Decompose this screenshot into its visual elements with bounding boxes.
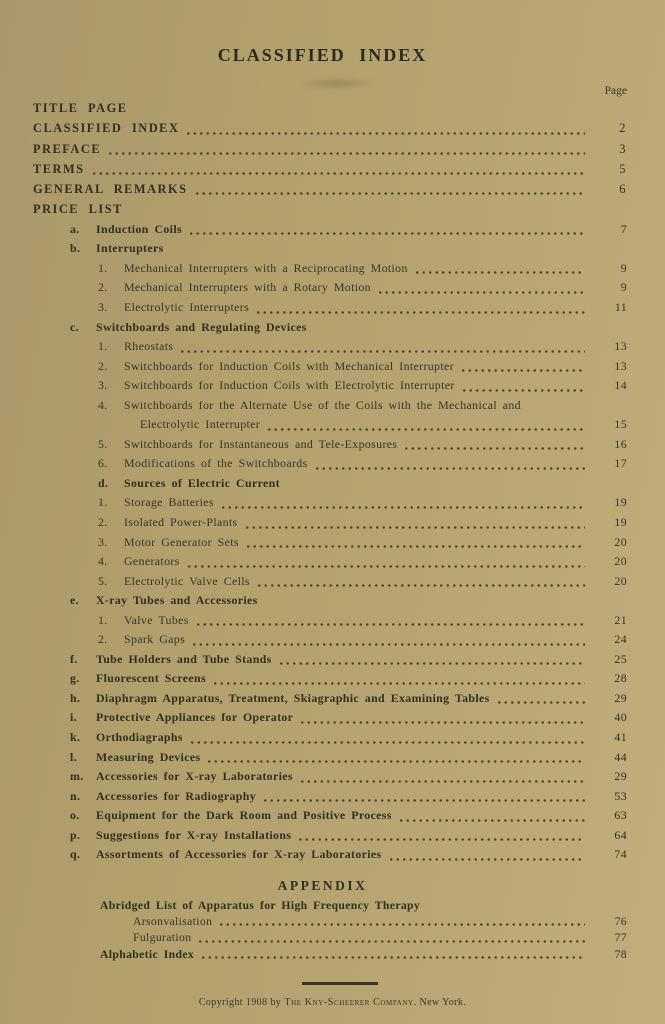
page-number: 24 bbox=[614, 632, 627, 647]
page-number: 64 bbox=[614, 827, 627, 842]
item-number: 6. bbox=[98, 456, 108, 471]
page-number: 3 bbox=[619, 141, 627, 156]
dot-leader bbox=[297, 826, 585, 846]
page-number bbox=[593, 199, 627, 219]
page-number bbox=[593, 474, 627, 494]
footer-rule bbox=[302, 982, 378, 985]
item-number: 1. bbox=[98, 612, 108, 627]
dot-leader bbox=[245, 533, 585, 553]
page-number: 6 bbox=[619, 182, 627, 197]
toc-row bbox=[0, 708, 665, 728]
item-label: Rheostats bbox=[124, 339, 174, 354]
page-number: 25 bbox=[614, 651, 627, 666]
page-number: 20 bbox=[614, 573, 627, 588]
toc-row bbox=[0, 787, 665, 807]
toc-row bbox=[0, 806, 665, 826]
item-label: Switchboards for Induction Coils with Electrolytic Interrupter bbox=[124, 378, 455, 393]
item-label: Accessories for Radiography bbox=[96, 788, 257, 803]
page-number: 77 bbox=[614, 931, 627, 945]
toc-row bbox=[0, 396, 665, 416]
item-label: Spark Gaps bbox=[124, 632, 186, 647]
toc-row bbox=[0, 947, 665, 963]
toc-row bbox=[0, 454, 665, 474]
item-label: Mechanical Interrupters with a Rotary Motion bbox=[124, 280, 371, 295]
item-label: Switchboards for the Alternate Use of the Coils with the Mechanical and bbox=[124, 397, 521, 412]
page-number: 53 bbox=[614, 788, 627, 803]
item-letter: a. bbox=[70, 221, 80, 236]
page-number: 16 bbox=[614, 436, 627, 451]
toc-front-matter bbox=[0, 98, 665, 220]
leader-spacer bbox=[170, 239, 585, 259]
item-letter: m. bbox=[70, 769, 84, 784]
toc-row bbox=[0, 728, 665, 748]
item-label: Accessories for X-ray Laboratories bbox=[96, 769, 293, 784]
item-number: 3. bbox=[98, 534, 108, 549]
toc-row bbox=[0, 318, 665, 338]
page-number: 41 bbox=[614, 730, 627, 744]
copyright-company: The Kny-Scheerer Company bbox=[284, 996, 414, 1008]
dot-leader bbox=[206, 748, 585, 768]
toc-row bbox=[0, 98, 627, 118]
toc-row bbox=[0, 630, 665, 650]
dot-leader bbox=[314, 454, 585, 474]
toc-row bbox=[0, 493, 665, 513]
item-label: Protective Appliances for Operator bbox=[96, 710, 294, 725]
toc-row bbox=[0, 591, 665, 611]
item-number: 2. bbox=[98, 514, 108, 529]
page-number bbox=[593, 239, 627, 259]
dot-leader bbox=[460, 357, 585, 377]
item-number: 5. bbox=[98, 436, 108, 451]
copyright-prefix: Copyright 1908 by bbox=[198, 996, 282, 1008]
dot-leader bbox=[191, 630, 585, 650]
dot-leader bbox=[266, 415, 585, 435]
copyright-line bbox=[0, 996, 665, 1009]
item-label: Switchboards and Regulating Devices bbox=[96, 319, 307, 334]
toc-row bbox=[0, 474, 665, 494]
page-number: 13 bbox=[614, 358, 627, 373]
dot-leader bbox=[220, 493, 585, 513]
toc-row bbox=[0, 220, 665, 240]
toc-row bbox=[0, 139, 627, 159]
item-label: Tube Holders and Tube Stands bbox=[96, 651, 272, 666]
page-number bbox=[593, 591, 627, 611]
item-label: Fluorescent Screens bbox=[96, 671, 206, 686]
item-number: 5. bbox=[98, 573, 108, 588]
item-letter: d. bbox=[98, 475, 109, 490]
page-number: 14 bbox=[614, 378, 627, 393]
item-label: Assortments of Accessories for X-ray Laboratories bbox=[96, 847, 382, 862]
page-number: 5 bbox=[619, 161, 627, 176]
dot-leader bbox=[388, 845, 585, 865]
toc-row bbox=[0, 669, 665, 689]
page-number bbox=[593, 396, 627, 416]
page-number: 11 bbox=[614, 299, 627, 314]
dot-leader bbox=[461, 376, 585, 396]
dot-leader bbox=[255, 298, 585, 318]
item-label: Switchboards for Instantaneous and Tele-Exposures bbox=[124, 436, 398, 451]
toc-row bbox=[0, 239, 665, 259]
toc-row bbox=[0, 914, 665, 930]
toc-row bbox=[0, 767, 665, 787]
toc-row bbox=[0, 298, 665, 318]
leader-spacer bbox=[527, 396, 585, 416]
dot-leader bbox=[91, 159, 585, 179]
page-column-header: Page bbox=[604, 85, 627, 97]
item-label: Orthodiagraphs bbox=[96, 730, 183, 744]
item-number: 4. bbox=[98, 397, 108, 412]
page-number: 20 bbox=[614, 534, 627, 549]
item-label: Measuring Devices bbox=[96, 749, 201, 764]
page-number: 29 bbox=[614, 690, 627, 705]
page-number: 9 bbox=[620, 280, 627, 295]
toc-row bbox=[0, 826, 665, 846]
leader-spacer bbox=[286, 474, 585, 494]
page-number: 19 bbox=[614, 495, 627, 510]
page-number: 63 bbox=[614, 808, 627, 823]
item-number: 1. bbox=[98, 495, 108, 510]
page-title: CLASSIFIED INDEX bbox=[217, 45, 428, 65]
item-letter: f. bbox=[70, 651, 78, 666]
item-label: PREFACE bbox=[33, 141, 102, 156]
item-letter: n. bbox=[70, 788, 81, 803]
dot-leader bbox=[194, 179, 585, 199]
item-letter: i. bbox=[70, 710, 77, 725]
toc-row bbox=[0, 435, 665, 455]
page-number: 74 bbox=[614, 847, 627, 862]
page-number: 20 bbox=[614, 554, 627, 569]
item-number: 2. bbox=[98, 280, 108, 295]
toc-row bbox=[0, 533, 665, 553]
item-number: 3. bbox=[98, 378, 108, 393]
item-label: Suggestions for X-ray Installations bbox=[96, 827, 292, 842]
toc-row bbox=[0, 552, 665, 572]
dot-leader bbox=[414, 259, 585, 279]
appendix-section bbox=[0, 898, 665, 963]
item-number: 4. bbox=[98, 554, 108, 569]
item-label: Switchboards for Induction Coils with Mechanical Interrupter bbox=[124, 358, 454, 373]
item-number: 3. bbox=[98, 299, 108, 314]
dot-leader bbox=[496, 689, 585, 709]
item-label: PRICE LIST bbox=[33, 202, 123, 217]
item-label: Induction Coils bbox=[96, 221, 182, 236]
toc-row bbox=[0, 748, 665, 768]
item-label: Isolated Power-Plants bbox=[124, 514, 238, 529]
item-label: Abridged List of Apparatus for High Frequency Therapy bbox=[100, 898, 421, 912]
dot-leader bbox=[299, 708, 585, 728]
item-number: 2. bbox=[98, 632, 108, 647]
page-number: 9 bbox=[620, 260, 627, 275]
dot-leader bbox=[299, 767, 585, 787]
item-label: Storage Batteries bbox=[124, 495, 214, 510]
dot-leader bbox=[195, 611, 585, 631]
page-number: 21 bbox=[614, 612, 627, 627]
page-number: 2 bbox=[619, 121, 627, 136]
dot-leader bbox=[403, 435, 585, 455]
item-label: Modifications of the Switchboards bbox=[124, 456, 308, 471]
dot-leader bbox=[398, 806, 585, 826]
dot-leader bbox=[107, 139, 585, 159]
dot-leader bbox=[197, 930, 585, 946]
page-number: 40 bbox=[614, 710, 627, 725]
leader-spacer bbox=[264, 591, 585, 611]
item-letter: e. bbox=[70, 593, 79, 608]
item-label: TITLE PAGE bbox=[33, 101, 128, 115]
toc-row bbox=[0, 159, 627, 179]
toc-row bbox=[0, 259, 665, 279]
toc-row bbox=[0, 179, 627, 199]
dot-leader bbox=[244, 513, 585, 533]
leader-spacer bbox=[133, 98, 585, 118]
toc-row bbox=[0, 650, 665, 670]
leader-spacer bbox=[426, 898, 585, 914]
item-label: Electrolytic Interrupters bbox=[124, 299, 250, 314]
toc-row bbox=[0, 611, 665, 631]
toc-price-list bbox=[0, 220, 665, 865]
item-number: 2. bbox=[98, 358, 108, 373]
page-number: 44 bbox=[614, 749, 627, 764]
toc-row bbox=[0, 357, 665, 377]
dot-leader bbox=[262, 787, 585, 807]
item-label: Electrolytic Interrupter bbox=[140, 417, 261, 432]
item-label: TERMS bbox=[33, 161, 85, 176]
item-label: Valve Tubes bbox=[124, 612, 189, 627]
toc-row bbox=[0, 845, 665, 865]
item-label: X-ray Tubes and Accessories bbox=[96, 593, 258, 608]
toc-row bbox=[0, 898, 665, 914]
item-label: Electrolytic Valve Cells bbox=[124, 573, 250, 588]
item-label: Diaphragm Apparatus, Treatment, Skiagraphic and Examining Tables bbox=[96, 690, 490, 705]
item-letter: h. bbox=[70, 690, 81, 705]
item-label: GENERAL REMARKS bbox=[33, 182, 188, 197]
item-letter: g. bbox=[70, 671, 80, 686]
dot-leader bbox=[186, 552, 585, 572]
page-number bbox=[593, 318, 627, 338]
item-label: Mechanical Interrupters with a Reciprocating Motion bbox=[124, 260, 408, 275]
page-number: 17 bbox=[614, 456, 627, 471]
dot-leader bbox=[188, 220, 585, 240]
page-number: 15 bbox=[614, 417, 627, 432]
dot-leader bbox=[278, 650, 585, 670]
dot-leader bbox=[200, 947, 585, 963]
toc-row bbox=[0, 337, 665, 357]
toc-row bbox=[0, 278, 665, 298]
dot-leader bbox=[218, 914, 585, 930]
toc-row bbox=[0, 513, 665, 533]
page-number: 76 bbox=[614, 915, 627, 929]
page-number: 28 bbox=[614, 671, 627, 686]
toc-row bbox=[0, 118, 627, 138]
dot-leader bbox=[256, 572, 585, 592]
item-label: Fulguration bbox=[133, 931, 192, 945]
dot-leader bbox=[377, 278, 585, 298]
item-number: 1. bbox=[98, 260, 108, 275]
appendix-title: APPENDIX bbox=[277, 877, 368, 893]
copyright-suffix: . New York. bbox=[413, 996, 467, 1008]
toc-row bbox=[0, 376, 665, 396]
toc-row bbox=[0, 930, 665, 946]
dot-leader bbox=[185, 118, 585, 138]
toc-row bbox=[0, 415, 665, 435]
leader-spacer bbox=[129, 199, 585, 219]
item-label: Arsonvalisation bbox=[133, 915, 213, 929]
page-number bbox=[593, 98, 627, 118]
item-letter: l. bbox=[70, 749, 77, 764]
page-number bbox=[593, 898, 627, 914]
item-label: Sources of Electric Current bbox=[124, 475, 280, 490]
item-letter: b. bbox=[70, 241, 81, 256]
page-number: 29 bbox=[614, 769, 627, 784]
page-number: 13 bbox=[614, 339, 627, 354]
item-letter: o. bbox=[70, 808, 80, 823]
item-label: Motor Generator Sets bbox=[124, 534, 239, 549]
item-label: Equipment for the Dark Room and Positive Process bbox=[96, 808, 392, 823]
toc-row bbox=[0, 199, 627, 219]
item-label: Alphabetic Index bbox=[100, 947, 195, 961]
toc-row bbox=[0, 689, 665, 709]
dot-leader bbox=[189, 728, 585, 748]
item-number: 1. bbox=[98, 339, 108, 354]
item-label: Interrupters bbox=[96, 241, 164, 256]
item-letter: q. bbox=[70, 847, 81, 862]
dot-leader bbox=[179, 337, 585, 357]
toc-row bbox=[0, 572, 665, 592]
dot-leader bbox=[212, 669, 585, 689]
page-number: 7 bbox=[620, 221, 627, 236]
item-letter: p. bbox=[70, 827, 81, 842]
item-letter: k. bbox=[70, 730, 81, 744]
item-label: CLASSIFIED INDEX bbox=[33, 121, 180, 136]
item-label: Generators bbox=[124, 554, 180, 569]
page-number: 78 bbox=[614, 947, 627, 961]
leader-spacer bbox=[313, 318, 585, 338]
scan-smudge bbox=[296, 78, 376, 89]
item-letter: c. bbox=[70, 319, 79, 334]
page-number: 19 bbox=[614, 514, 627, 529]
